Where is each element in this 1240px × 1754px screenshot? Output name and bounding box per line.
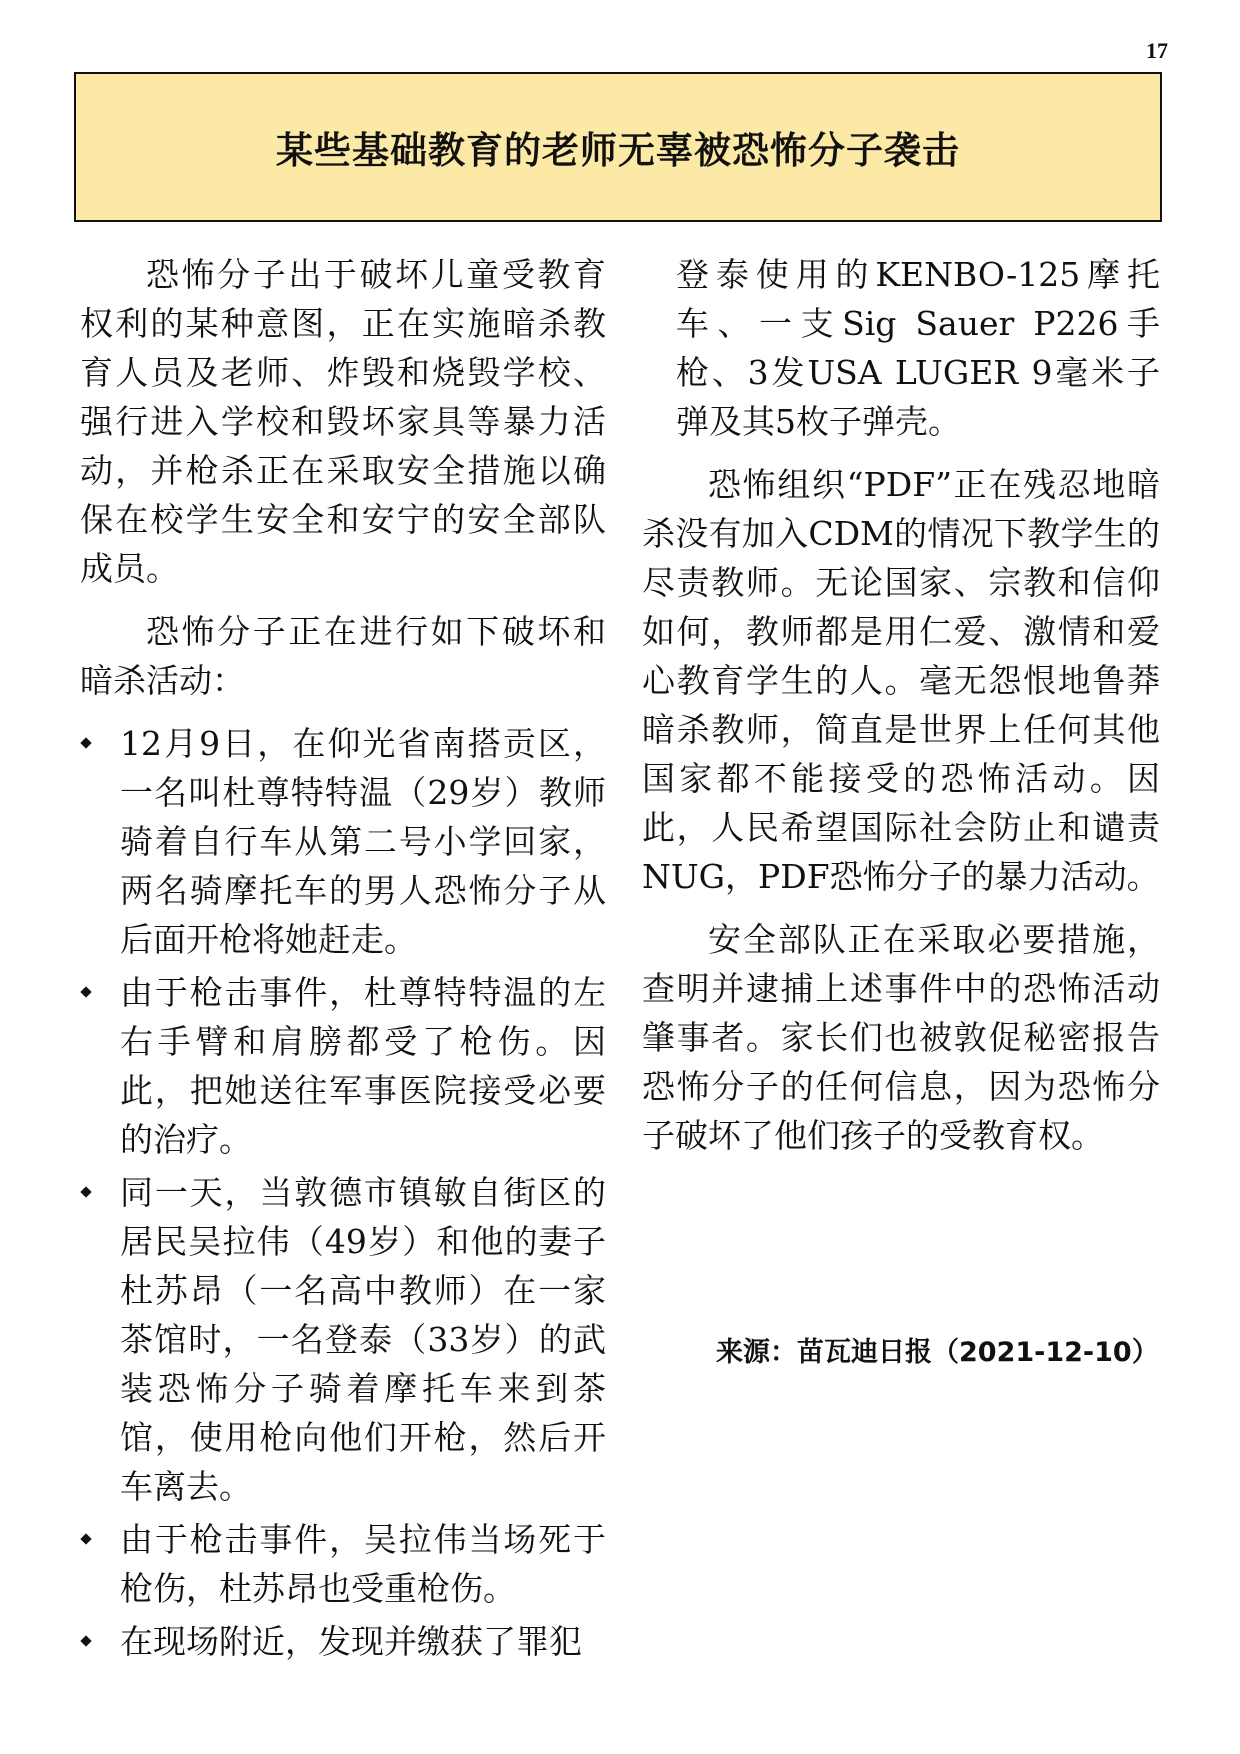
activities-intro: 恐怖分子正在进行如下破坏和暗杀活动：: [80, 612, 606, 700]
intro-paragraph: 恐怖分子出于破坏儿童受教育权利的某种意图，正在实施暗杀教育人员及老师、炸毁和烧毁学校、强行进入学校和毁坏家具等暴力活动，并枪杀正在采取安全措施以确保在校学生安全和安宁的安全部队成员。: [80, 255, 606, 588]
bullet-continuation: 登泰使用的KENBO-125摩托车、一支Sig Sauer P226手枪、3发USA LUGER 9毫米子弹及其5枚子弹壳。: [676, 255, 1160, 441]
list-item: [80, 968, 606, 1164]
list-item-text: 同一天，当敦德市镇敏自街区的居民吴拉伟（49岁）和他的妻子杜苏昂（一名高中教师）在一家茶馆时，一名登泰（33岁）的武装恐怖分子骑着摩托车来到茶馆，使用枪向他们开枪，然后开车离去。: [120, 1173, 606, 1506]
title-banner: [74, 72, 1162, 222]
right-column: [642, 250, 1160, 1174]
diamond-bullet-icon: [80, 1533, 91, 1544]
left-column: [80, 250, 606, 1670]
source-citation: 来源：苗瓦迪日报（2021-12-10）: [716, 1337, 1159, 1368]
article-title: 某些基础教育的老师无辜被恐怖分子袭击: [276, 129, 960, 172]
list-item-text: 由于枪击事件，吴拉伟当场死于枪伤，杜苏昂也受重枪伤。: [120, 1520, 606, 1608]
diamond-bullet-icon: [80, 1635, 91, 1646]
list-item: [80, 1617, 606, 1666]
list-item-text: 由于枪击事件，杜尊特特温的左右手臂和肩膀都受了枪伤。因此，把她送往军事医院接受必要的治疗。: [120, 973, 606, 1159]
security-paragraph: 安全部队正在采取必要措施，查明并逮捕上述事件中的恐怖活动肇事者。家长们也被敦促秘密报告恐怖分子的任何信息，因为恐怖分子破坏了他们孩子的受教育权。: [642, 920, 1160, 1155]
list-item-text: 在现场附近，发现并缴获了罪犯: [120, 1622, 582, 1661]
pdf-paragraph: 恐怖组织“PDF”正在残忍地暗杀没有加入CDM的情况下教学生的尽责教师。无论国家、宗教和信仰如何，教师都是用仁爱、激情和爱心教育学生的人。毫无怨恨地鲁莽暗杀教师，简直是世界上任何其他国家都不能接受的恐怖活动。因此，人民希望国际社会防止和谴责NUG，PDF恐怖分子的暴力活动。: [642, 465, 1160, 896]
list-item: [80, 1168, 606, 1511]
page-number: 17: [1146, 38, 1168, 63]
list-item: [80, 1515, 606, 1613]
activities-list: [80, 719, 606, 1666]
list-item-text: 12月9日，在仰光省南搭贡区，一名叫杜尊特特温（29岁）教师骑着自行车从第二号小学回家，两名骑摩托车的男人恐怖分子从后面开枪将她赶走。: [120, 724, 606, 959]
list-item: [80, 719, 606, 964]
diamond-bullet-icon: [80, 737, 91, 748]
diamond-bullet-icon: [80, 1186, 91, 1197]
diamond-bullet-icon: [80, 986, 91, 997]
